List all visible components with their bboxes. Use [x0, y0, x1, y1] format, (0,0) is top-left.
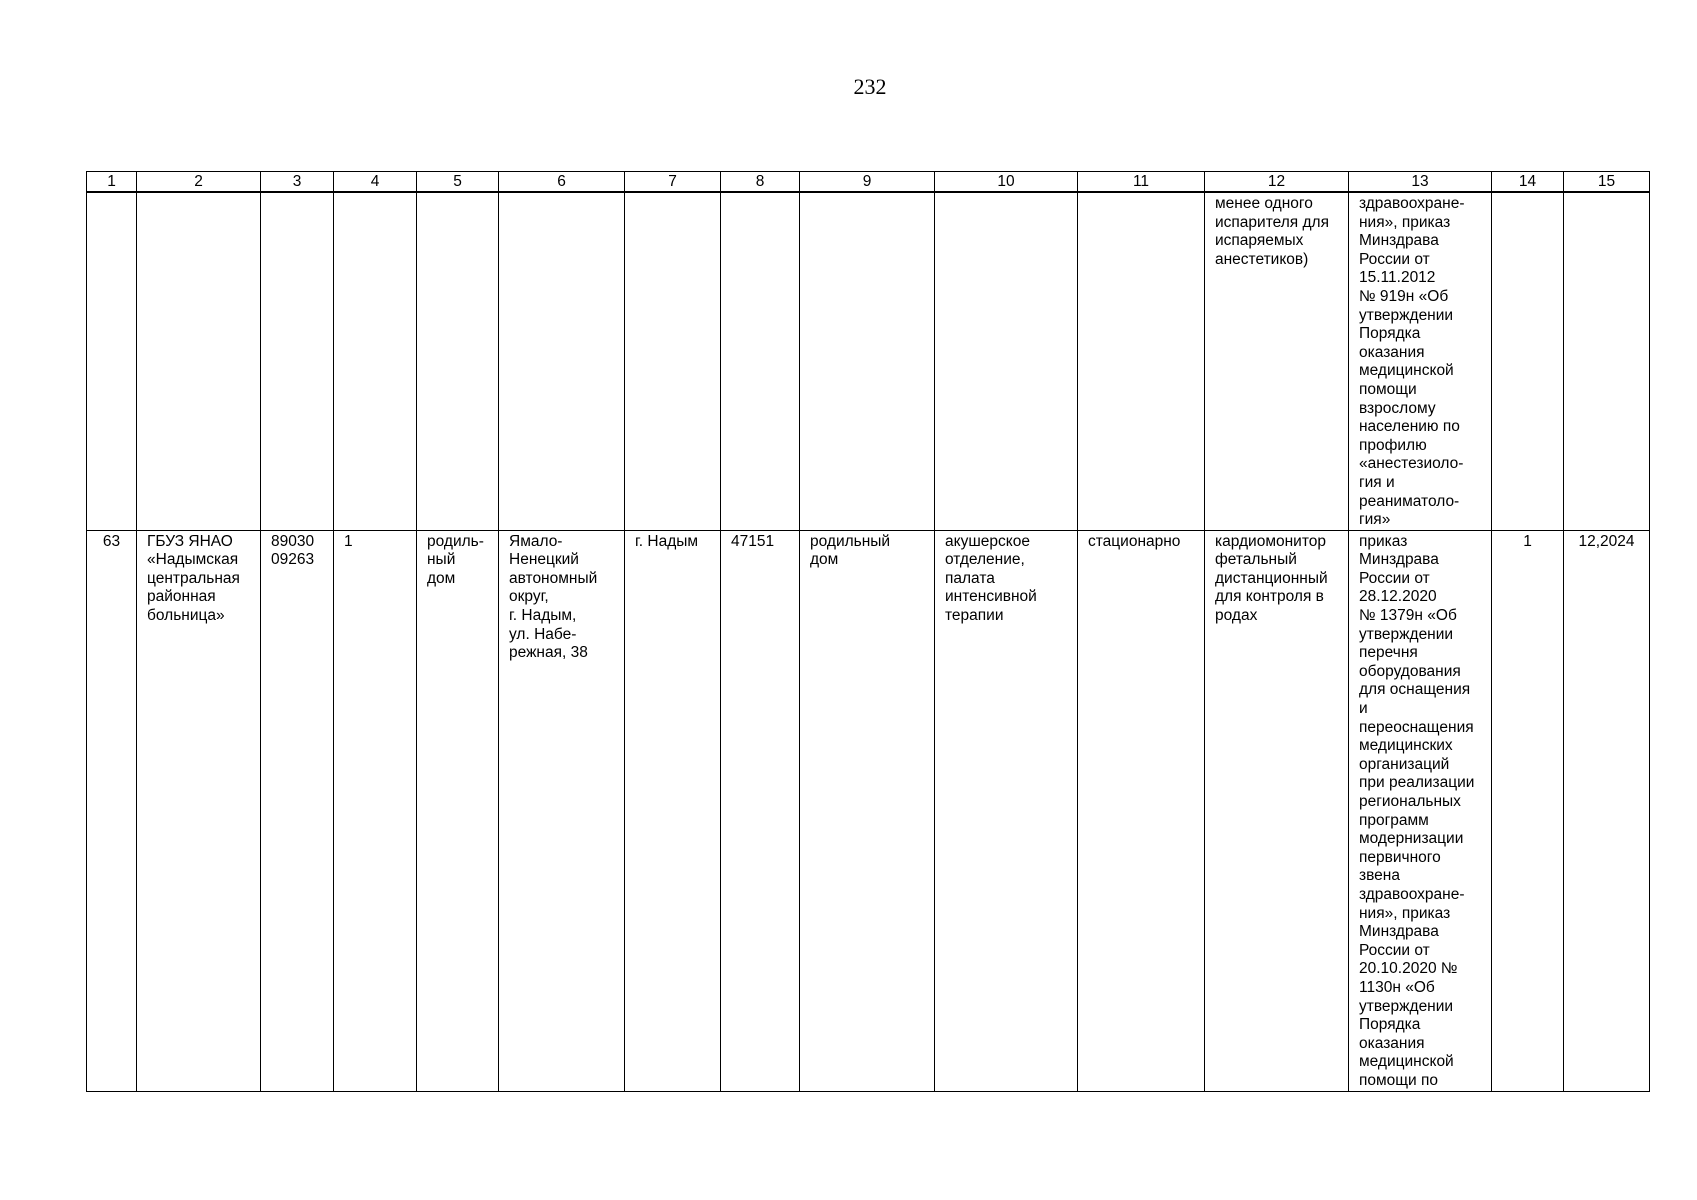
table-cell-5: [417, 192, 499, 530]
header-cell: 4: [334, 172, 417, 193]
address: Ямало- Ненецкий автономный округ, г. Надым, ул. Набе- режная, 38: [499, 530, 625, 1091]
table-cell-7: [625, 192, 721, 530]
header-cell: 8: [721, 172, 800, 193]
header-cell: 15: [1564, 172, 1650, 193]
header-cell: 11: [1078, 172, 1205, 193]
header-cell: 10: [935, 172, 1078, 193]
table-row: [87, 530, 1650, 1091]
header-cell: 12: [1205, 172, 1349, 193]
care-conditions: стационарно: [1078, 530, 1205, 1091]
table-cell-12: менее одного испарителя для испаряемых анестетиков): [1205, 192, 1349, 530]
organization-code: 89030 09263: [261, 530, 334, 1091]
header-cell: 2: [137, 172, 261, 193]
table-cell-14: [1492, 192, 1564, 530]
table-cell-11: [1078, 192, 1205, 530]
header-cell: 3: [261, 172, 334, 193]
page-number: 232: [853, 74, 887, 99]
table-cell-4: [334, 192, 417, 530]
table-header-row: [87, 172, 1650, 193]
table-cell-6: [499, 192, 625, 530]
table-cell-15: [1564, 192, 1650, 530]
header-cell: 1: [87, 172, 137, 193]
header-cell: 6: [499, 172, 625, 193]
organization-name: ГБУЗ ЯНАО «Надымская центральная районная больница»: [137, 530, 261, 1091]
header-cell: 7: [625, 172, 721, 193]
header-cell: 5: [417, 172, 499, 193]
quantity: 1: [1492, 530, 1564, 1091]
oktmo-code: 47151: [721, 530, 800, 1091]
department: акушерское отделение, палата интенсивной терапии: [935, 530, 1078, 1091]
locality: г. Надым: [625, 530, 721, 1091]
equipment-name: кардиомонитор фетальный дистанционный для контроля в родах: [1205, 530, 1349, 1091]
table-cell-13: здравоохране- ния», приказ Минздрава России от 15.11.2012 № 919н «Об утверждении Порядка оказания медицинской помощи взрослому населению по профилю «анестезиоло- гия и реаниматоло- гия»: [1349, 192, 1492, 530]
subdivision: родильный дом: [800, 530, 935, 1091]
header-cell: 14: [1492, 172, 1564, 193]
header-cell: 13: [1349, 172, 1492, 193]
table-row-continuation: [87, 192, 1650, 530]
table-cell-8: [721, 192, 800, 530]
table-cell-1: [87, 192, 137, 530]
regulation-basis: приказ Минздрава России от 28.12.2020 № 1379н «Об утверждении перечня оборудования для оснащения и переоснащения медицинских организаций при реализации региональных программ модернизации первичного звена здравоохране- ния», приказ Минздрава России от 20.10.2020 № 1130н «Об утверждении Порядка оказания медицинской помощи по: [1349, 530, 1492, 1091]
table-cell-9: [800, 192, 935, 530]
facility-type: родиль- ный дом: [417, 530, 499, 1091]
table-cell-10: [935, 192, 1078, 530]
data-table: [86, 171, 1650, 1092]
table-cell-4: 1: [334, 530, 417, 1091]
table-cell-2: [137, 192, 261, 530]
table-cell-3: [261, 192, 334, 530]
delivery-date: 12,2024: [1564, 530, 1650, 1091]
row-number: 63: [87, 530, 137, 1091]
header-cell: 9: [800, 172, 935, 193]
